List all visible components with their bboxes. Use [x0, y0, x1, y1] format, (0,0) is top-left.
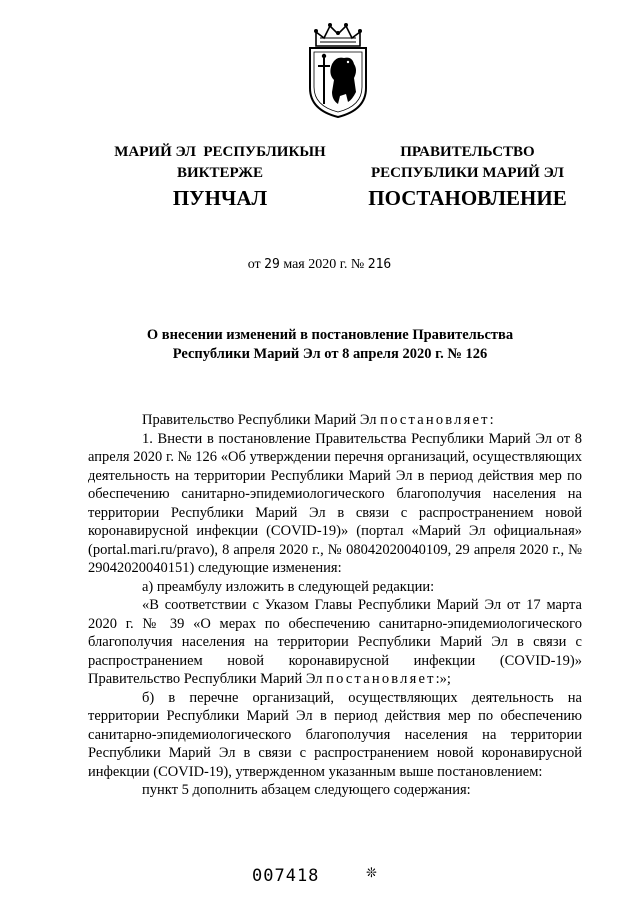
- date-month-year: мая 2020 г. №: [283, 257, 365, 272]
- serial-number: 007418: [252, 866, 320, 886]
- title-line2: Республики Марий Эл от 8 апреля 2020 г. № 126: [172, 346, 488, 362]
- paragraph-preamble: Правительство Республики Марий Эл постановляет:: [142, 412, 494, 428]
- coat-of-arms-emblem: [302, 20, 374, 120]
- date-prefix: от: [247, 257, 261, 272]
- header-right-block: [345, 142, 590, 184]
- header-right-line1: ПРАВИТЕЛЬСТВО: [400, 144, 535, 160]
- date-number-line: [0, 257, 639, 273]
- paragraph-quote: «В соответствии с Указом Главы Республики Марий Эл от 17 марта 2020 г. № 39 «О мерах по обеспечению санитарно-эпидемиологического благополучия населения на территории Республики Марий Эл в связи с распространением новой коронавирусной инфекции (COVID-19)» Правительство Республики Марий Эл постановляет:»;: [88, 597, 582, 687]
- date-day: 29: [264, 257, 280, 272]
- document-number: 216: [367, 257, 392, 272]
- doc-type-mari: ПУНЧАЛ: [172, 186, 268, 210]
- paragraph-1: 1. Внести в постановление Правительства Республики Марий Эл от 8 апреля 2020 г. № 126 «Об утверждении перечня организаций, осуществляющих деятельность на территории Республики Марий Эл в период действия мер по обеспечению санитарно-эпидемиологического благополучия населения на территории Республики Марий Эл в связи с распространением новой коронавирусной инфекции (COVID-19)» (портал «Марий Эл официальная» (portal.mari.ru/pravo), 8 апреля 2020 г., № 08042020040109, 29 апреля 2020 г., № 29042020040151) следующие изменения:: [88, 430, 582, 576]
- title-line1: О внесении изменений в постановление Правительства: [146, 327, 514, 343]
- doc-type-russian: ПОСТАНОВЛЕНИЕ: [368, 186, 567, 210]
- header-left-line2: ВИКТЕРЖЕ: [176, 165, 264, 181]
- header-left-line1: МАРИЙ ЭЛ РЕСПУБЛИКЫН: [114, 144, 326, 160]
- paragraph-point5: пункт 5 дополнить абзацем следующего содержания:: [142, 782, 471, 798]
- document-body: [88, 411, 582, 800]
- header-right-line2: РЕСПУБЛИКИ МАРИЙ ЭЛ: [370, 165, 564, 181]
- paragraph-a: а) преамбулу изложить в следующей редакции:: [142, 578, 435, 595]
- header-left-block: [100, 142, 340, 184]
- document-title: [100, 326, 560, 364]
- ornament-mark: ❊: [366, 866, 377, 881]
- paragraph-b: б) в перечне организаций, осуществляющих деятельность на территории Республики Марий Эл в период действия мер по обеспечению санитарно-эпидемиологического благополучия населения на территории Республики Марий Эл в связи с распространением новой коронавирусной инфекции (COVID-19), утвержденном указанным выше постановлением:: [88, 689, 582, 780]
